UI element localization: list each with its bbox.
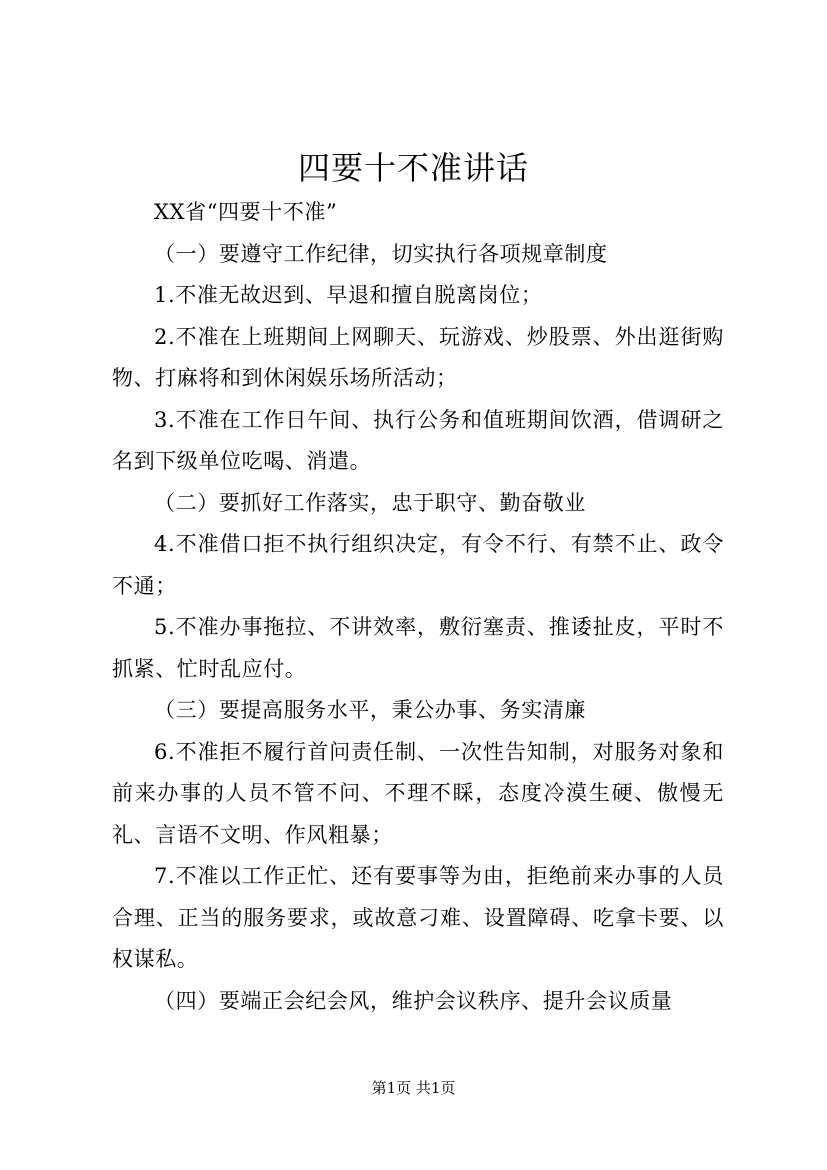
paragraph-heading-province: XX省“四要十不准” xyxy=(154,200,338,224)
document-title: 四要十不准讲话 xyxy=(297,149,529,187)
rule-item-5: 5.不准办事拖拉、不讲效率，敷衍塞责、推诿扯皮，平时不抓紧、忙时乱应付。 xyxy=(112,615,724,681)
rule-item-4: 4.不准借口拒不执行组织决定，有令不行、有禁不止、政令不通； xyxy=(112,532,724,598)
section-heading-1: （一）要遵守工作纪律，切实执行各项规章制度 xyxy=(154,241,608,266)
section-heading-2: （二）要抓好工作落实，忠于职守、勤奋敬业 xyxy=(154,490,586,515)
rule-item-1: 1.不准无故迟到、早退和擅自脱离岗位； xyxy=(154,283,543,307)
section-heading-4: （四）要端正会纪会风，维护会议秩序、提升会议质量 xyxy=(154,988,673,1013)
rule-item-7: 7.不准以工作正忙、还有要事等为由，拒绝前来办事的人员合理、正当的服务要求，或故意刁难、设置障碍、吃拿卡要、以权谋私。 xyxy=(112,864,724,971)
rule-item-6: 6.不准拒不履行首问责任制、一次性告知制，对服务对象和前来办事的人员不管不问、不理不睬，态度冷漠生硬、傲慢无礼、言语不文明、作风粗暴； xyxy=(112,739,724,847)
document-body xyxy=(112,192,724,1022)
rule-item-3: 3.不准在工作日午间、执行公务和值班期间饮酒，借调研之名到下级单位吃喝、消遣。 xyxy=(112,407,724,473)
page-footer: 第1页 共1页 xyxy=(371,1079,456,1097)
section-heading-3: （三）要提高服务水平，秉公办事、务实清廉 xyxy=(154,698,586,722)
rule-item-2: 2.不准在上班期间上网聊天、玩游戏、炒股票、外出逛街购物、打麻将和到休闲娱乐场所活动； xyxy=(112,324,724,390)
